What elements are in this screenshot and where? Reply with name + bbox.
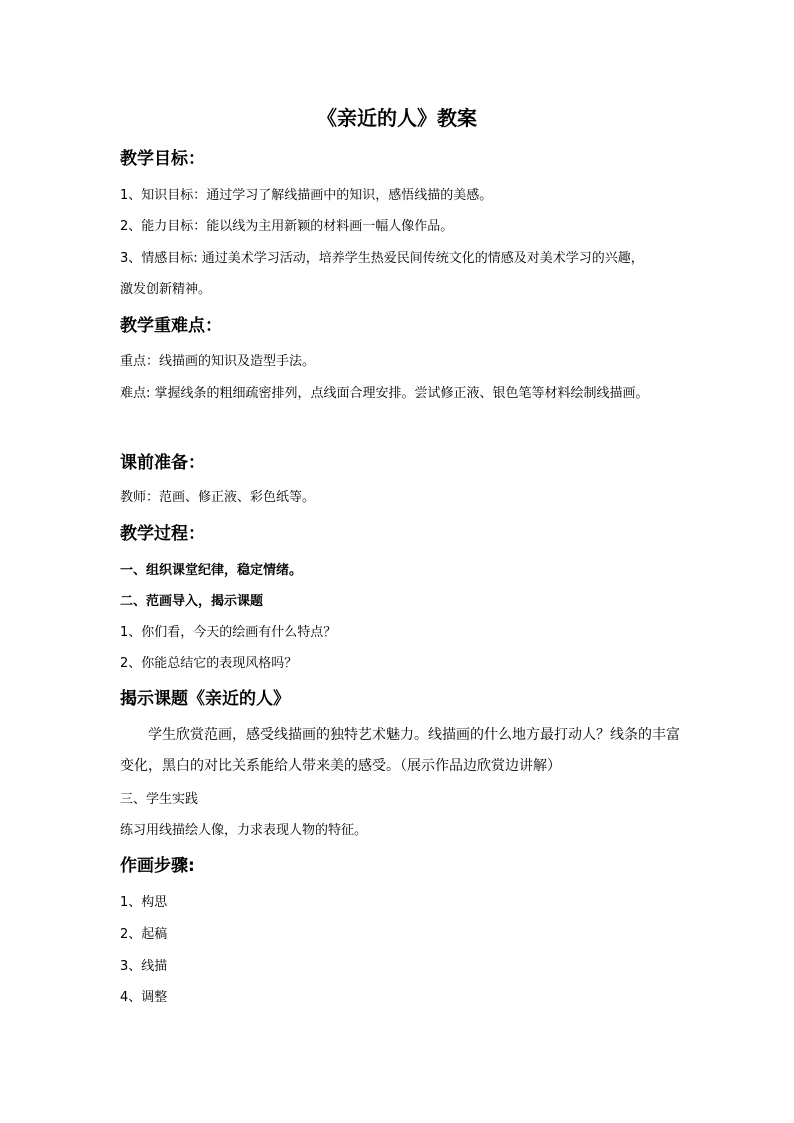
heading-reveal-topic: 揭示课题《亲近的人》 — [120, 689, 290, 709]
heading-teaching-goals: 教学目标： — [120, 149, 205, 169]
drawing-step: 2、起稿 — [120, 927, 168, 942]
process-step: 三、学生实践 — [120, 792, 199, 807]
drawing-step: 1、构思 — [120, 895, 168, 910]
practice-description: 练习用线描绘人像，力求表现人物的特征。 — [120, 823, 368, 838]
process-question: 2、你能总结它的表现风格吗？ — [120, 656, 298, 671]
drawing-step: 4、调整 — [120, 990, 168, 1005]
process-step: 二、范画导入，揭示课题 — [120, 594, 264, 609]
process-step: 一、组织课堂纪律，稳定情绪。 — [120, 563, 303, 578]
process-question: 1、你们看，今天的绘画有什么特点？ — [120, 625, 337, 640]
goal-item-continued: 激发创新精神。 — [120, 282, 212, 297]
goal-item: 3、情感目标: 通过美术学习活动，培养学生热爱民间传统文化的情感及对美术学习的兴趣， — [120, 251, 644, 266]
goal-item: 1、知识目标：通过学习了解线描画中的知识，感悟线描的美感。 — [120, 188, 493, 203]
reveal-paragraph — [120, 720, 680, 782]
reveal-paragraph-line: 学生欣赏范画，感受线描画的独特艺术魅力。线描画的什么地方最打动人？线条的丰富 — [148, 727, 680, 743]
heading-teaching-process: 教学过程： — [120, 524, 205, 544]
difficulty-item: 难点: 掌握线条的粗细疏密排列，点线面合理安排。尝试修正液、银色笔等材料绘制线描画。 — [120, 386, 649, 401]
heading-drawing-steps: 作画步骤: — [120, 856, 195, 876]
heading-preparation: 课前准备： — [120, 453, 205, 473]
preparation-item: 教师：范画、修正液、彩色纸等。 — [120, 490, 316, 505]
drawing-step: 3、线描 — [120, 959, 168, 974]
reveal-paragraph-line: 变化，黑白的对比关系能给人带来美的感受。（展示作品边欣赏边讲解） — [120, 758, 561, 774]
goal-item: 2、能力目标：能以线为主用新颖的材料画一幅人像作品。 — [120, 219, 454, 234]
heading-key-points: 教学重难点： — [120, 316, 222, 336]
document-title: 《亲近的人》教案 — [317, 106, 477, 130]
key-point-item: 重点：线描画的知识及造型手法。 — [120, 354, 316, 369]
